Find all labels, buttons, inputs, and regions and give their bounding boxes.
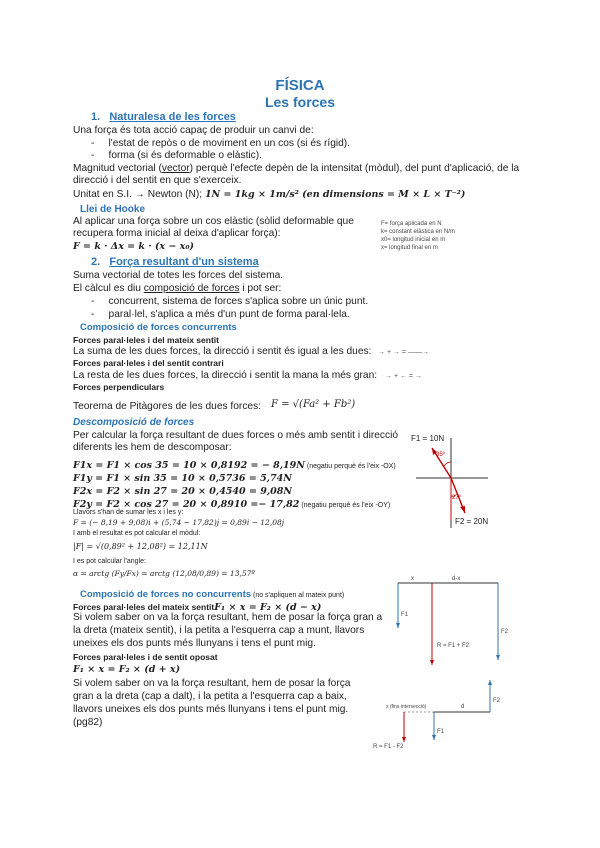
s2-calc: El càlcul es diu composició de forces i pot ser: bbox=[73, 283, 282, 294]
diagram3-r-label: R = F1 - F2 bbox=[373, 744, 404, 750]
ang-formula: α = arctg (Fy/Fx) = arctg (12,08/0,89) = 13,57º bbox=[73, 569, 255, 578]
par-text-2: la dreta (mateix sentit), i la petita a l'esquerra cap a munt, llavors bbox=[73, 625, 365, 636]
opp2-text-4: (pg82) bbox=[73, 717, 103, 728]
s1-intro: Una força és tota acció capaç de produir un canvi de: bbox=[73, 125, 314, 136]
eq-f1y: F1y = F1 × sin 35 = 10 × 0,5736 = 5,74N bbox=[73, 473, 292, 484]
section-2-number: 2. bbox=[91, 256, 101, 268]
s1-bullet-1: - l'estat de repòs o de moviment en un cos (si és rígid). bbox=[91, 138, 351, 149]
hooke-legend-1: F= força aplicada en N bbox=[381, 221, 442, 227]
diagram3-f1-head bbox=[432, 735, 436, 740]
diagram2-r-head bbox=[430, 660, 434, 665]
diagram3-d-label: d bbox=[461, 704, 465, 710]
diagram3-f1-label: F1 bbox=[437, 729, 445, 735]
diagram3-f2-label: F2 bbox=[493, 698, 501, 704]
hooke-formula: F = k · Δx = k · (x − x₀) bbox=[73, 241, 194, 252]
opp-arrows: → + ← = → bbox=[385, 373, 422, 380]
page-subtitle: Les forces bbox=[264, 94, 336, 110]
s1-unit-line: Unitat en S.I. → Newton (N); 1N = 1kg × 1m/s² (en dimensions = M × L × T⁻²) bbox=[73, 189, 466, 200]
opp-text: La resta de les dues forces, la direcció i sentit la mana la més gran: bbox=[73, 370, 378, 381]
diagram2-dx-label: d-x bbox=[452, 576, 461, 582]
mod-formula: |F| = √(0,89² + 12,08²) = 12,11N bbox=[73, 542, 208, 551]
s1-bullet-2: - forma (si és deformable o elàstic). bbox=[91, 150, 262, 161]
opp2-formula: F₁ × x = F₂ × (d + x) bbox=[73, 664, 181, 675]
same-arrows: → + → = ——→ bbox=[378, 349, 429, 356]
page-title: FÍSICA bbox=[275, 77, 325, 94]
s2-bullet-2: - paral·lel, s'aplica a més d'un punt de forma paral·lela. bbox=[91, 309, 350, 320]
hooke-title: Llei de Hooke bbox=[80, 204, 146, 215]
s2-intro: Suma vectorial de totes les forces del sistema. bbox=[73, 270, 284, 281]
hooke-legend-3: x0= longitud inicial en m bbox=[381, 237, 446, 243]
eq-f2y: F2y = F2 × cos 27 = 20 × 0,8910 =− 17,82 (negatiu perquè és l'eix -OY) bbox=[73, 499, 391, 510]
diagram3-r-head bbox=[402, 737, 406, 742]
opp2-text-2: gran a la dreta (cap a dalt), i la petita a l'esquerra cap a baix, bbox=[73, 691, 347, 702]
diagram1-f1-label: F1 = 10N bbox=[411, 434, 445, 443]
diagram2-f2-label: F2 bbox=[501, 629, 509, 635]
same-title: Forces paral·leles i del mateix sentit bbox=[73, 335, 219, 345]
mod-text: I amb el resultat es pot calcular el mòdul: bbox=[73, 530, 201, 537]
opp2-text-1: Si volem saber on va la força resultant, hem de posar la força bbox=[73, 678, 351, 689]
diagram1-angle-1: 35º bbox=[436, 452, 445, 458]
s1-vector-line-2: direcció i del sentit en que s'exerceix. bbox=[73, 175, 242, 186]
par-heading: Forces paral·leles del mateix sentitF₁ × x = F₂ × (d − x) bbox=[73, 602, 322, 613]
eq-f2x: F2x = F2 × sin 27 = 20 × 0,4540 = 9,08N bbox=[73, 486, 293, 497]
diagram2-f1-label: F1 bbox=[401, 612, 409, 618]
decomp-text-1: Per calcular la força resultant de dues forces o més amb sentit i direcció bbox=[73, 430, 399, 441]
diagram1-angle-2: 27º bbox=[452, 495, 461, 501]
section-1-title: Naturalesa de les forces bbox=[109, 111, 236, 123]
hooke-text-2: recupera forma inicial al deixa d'aplicar força): bbox=[73, 228, 281, 239]
diagram2-x-label: x bbox=[411, 576, 414, 582]
s1-vector-line: Magnitud vectorial (vector) perquè l'efecte depèn de la intensitat (mòdul), del punt d'aplicació, de la bbox=[73, 163, 520, 174]
diagram1-f2-head bbox=[460, 506, 465, 513]
decomp-title: Descomposició de forces bbox=[73, 417, 195, 428]
conc-title: Composició de forces concurrents bbox=[80, 322, 237, 333]
hooke-text-1: Al aplicar una força sobre un cos elàstic (sòlid deformable que bbox=[73, 216, 354, 227]
sum-formula: F = (− 8,19 + 9,08)i + (5,74 − 17,82)j = 0,89i − 12,08j bbox=[73, 518, 285, 527]
s2-bullet-1: - concurrent, sistema de forces s'aplica sobre un únic punt. bbox=[91, 296, 369, 307]
pyth-text: Teorema de Pitàgores de les dues forces: bbox=[73, 401, 262, 412]
decomp-text-2: diferents les hem de descomposar: bbox=[73, 442, 232, 453]
pyth-formula: F = √(Fa² + Fb²) bbox=[271, 399, 356, 410]
nc-heading: Composició de forces no concurrents (no s'apliquen al mateix punt) bbox=[80, 589, 345, 600]
section-1-number: 1. bbox=[91, 111, 101, 123]
diagram2-f1-head bbox=[396, 623, 400, 628]
par-text-3: uneixes els dos punts més llunyans i tens el punt mig. bbox=[73, 638, 316, 649]
hooke-legend-4: x= longitud final en m bbox=[381, 245, 438, 251]
perp-title: Forces perpendiculars bbox=[73, 382, 165, 392]
diagram1-angle-arc-1 bbox=[444, 462, 451, 466]
diagram3-f2-head bbox=[488, 680, 492, 685]
diagram2-f2-head bbox=[496, 655, 500, 660]
opp2-text-3: llavors uneixes els dos punts més llunyans i tens el punt mig. bbox=[73, 704, 349, 715]
eq-f1x: F1x = F1 × cos 35 = 10 × 0,8192 = − 8,19N (negatiu perquè és l'eix -OX) bbox=[73, 460, 396, 471]
diagram1-f2-label: F2 = 20N bbox=[455, 517, 489, 526]
section-2-title: Força resultant d'un sistema bbox=[109, 256, 259, 268]
diagram2-r-label: R = F1 + F2 bbox=[437, 643, 470, 649]
diagram3-x-label: x (fins intersecció) bbox=[386, 704, 427, 710]
opp2-title: Forces paral·leles i de sentit oposat bbox=[73, 652, 218, 662]
hooke-legend-2: k= constant elàstica en N/m bbox=[381, 229, 455, 235]
ang-text: I es pot calcular l'angle: bbox=[73, 558, 146, 565]
sum-text: Llavors s'han de sumar les x i les y: bbox=[73, 509, 184, 516]
par-text-1: Si volem saber on va la força resultant, hem de posar la força gran a bbox=[73, 612, 383, 623]
same-text: La suma de les dues forces, la direcció i sentit és igual a les dues: bbox=[73, 346, 372, 357]
opp-title: Forces paral·leles i del sentit contrari bbox=[73, 358, 224, 368]
